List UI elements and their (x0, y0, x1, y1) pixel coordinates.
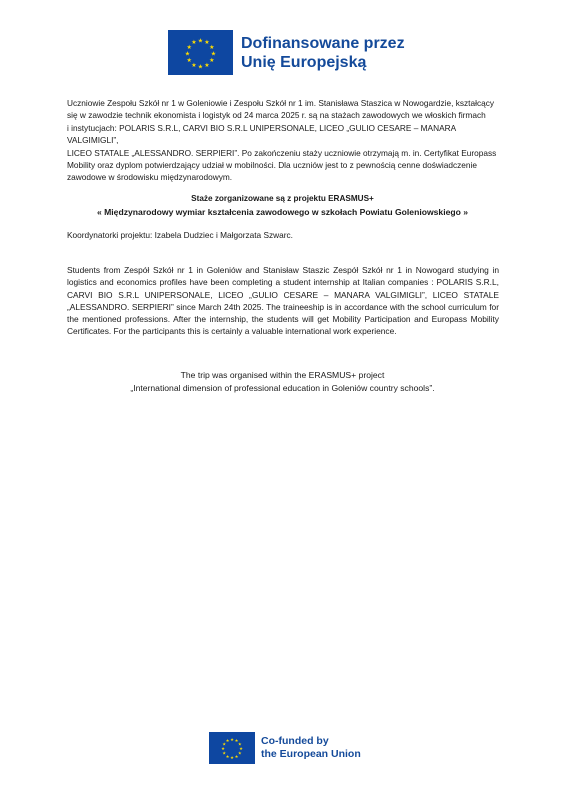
project-title: « Międzynarodowy wymiar kształcenia zawodowego w szkołach Powiatu Goleniowskiego » (96, 207, 469, 217)
logo-caption (261, 735, 361, 761)
eu-flag-icon (168, 30, 233, 75)
polish-paragraph (67, 97, 499, 184)
svg-text:★: ★ (225, 739, 230, 745)
svg-text:★: ★ (239, 747, 243, 752)
svg-text:★: ★ (234, 739, 239, 745)
svg-text:★: ★ (230, 756, 234, 761)
svg-text:★: ★ (197, 63, 204, 71)
trip-line-1: The trip was organised within the ERASMUS+ project (180, 370, 385, 380)
english-paragraph: Students from Zespół Szkół nr 1 in Goleniów and Stanisław Staszic Zespół Szkół nr 1 in Nowogard studying in logistics and economics profiles have been completing a student internship at Italian companies : POLARIS S.R.L, CARVI BIO S.R.L UNIPERSONALE, LICEO „GULIO CESARE – MANARA VALGIMIGLI”, LICEO STATALE „ALESSANDRO. SERPIERI” since March 24th 2025. The traineeship is in accordance with the school curriculum for the mentioned professions. After the internship, the students will get Mobility Participation and Europass Mobility Certificates. For the participants this is certainly a valuable international work experience. (67, 265, 499, 337)
logo-line-2: Unię Europejską (241, 53, 367, 71)
svg-text:★: ★ (184, 50, 191, 58)
eu-stars-circle (209, 732, 255, 764)
polish-line: i instytucjach: POLARIS S.R.L, CARVI BIO S.R.L UNIPERSONALE, LICEO „GULIO CESARE – MANARA VALGIMIGLI”, (67, 122, 456, 146)
svg-text:★: ★ (186, 57, 192, 64)
trip-line-2: „International dimension of professional education in Goleniów country schools”. (130, 383, 435, 393)
eu-cofunding-logo-footer (209, 732, 361, 764)
svg-text:★: ★ (186, 44, 192, 51)
svg-text:★: ★ (234, 754, 239, 760)
polish-line: LICEO STATALE „ALESSANDRO. SERPIERI”. Po zakończeniu staży uczniowie otrzymają m. in. Certyfikat Europass (67, 147, 497, 158)
svg-text:★: ★ (210, 50, 217, 58)
polish-line: się w zawodzie technik ekonomista i logistyk od 24 marca 2025 r. są na stażach zawodowych we włoskich firmach (67, 110, 486, 121)
eu-stars-circle (168, 30, 233, 75)
svg-text:★: ★ (221, 747, 225, 752)
logo-line-1: Dofinansowane przez (241, 34, 405, 52)
svg-text:★: ★ (209, 57, 215, 64)
svg-text:★: ★ (204, 39, 210, 47)
svg-text:★: ★ (222, 742, 227, 748)
logo-line-2: the European Union (261, 748, 361, 760)
logo-caption (241, 34, 405, 72)
svg-text:★: ★ (237, 742, 242, 748)
svg-text:★: ★ (230, 738, 234, 743)
eu-cofunding-logo-header (168, 30, 405, 75)
logo-line-1: Co-funded by (261, 735, 329, 747)
polish-line: Uczniowie Zespołu Szkół nr 1 w Goleniowie i Zespołu Szkół nr 1 im. Stanisława Staszica w Nowogardzie, kształcący (67, 98, 495, 108)
svg-text:★: ★ (204, 61, 210, 69)
polish-line: Mobility oraz dyplom potwierdzający udział w mobilności. Dla uczniów jest to z pewnością cenne doświadczenie (67, 160, 477, 171)
svg-text:★: ★ (191, 61, 197, 69)
svg-text:★: ★ (209, 44, 215, 51)
svg-text:★: ★ (225, 754, 230, 760)
project-heading: Staże zorganizowane są z projektu ERASMUS+ (191, 194, 374, 203)
svg-text:★: ★ (191, 39, 197, 47)
polish-line: zawodowe w środowisku międzynarodowym. (67, 172, 233, 183)
svg-text:★: ★ (237, 751, 242, 757)
coordinators: Koordynatorki projektu: Izabela Dudziec i Małgorzata Szwarc. (67, 230, 293, 240)
svg-text:★: ★ (197, 37, 204, 45)
eu-flag-icon (209, 732, 255, 764)
svg-text:★: ★ (222, 751, 227, 757)
